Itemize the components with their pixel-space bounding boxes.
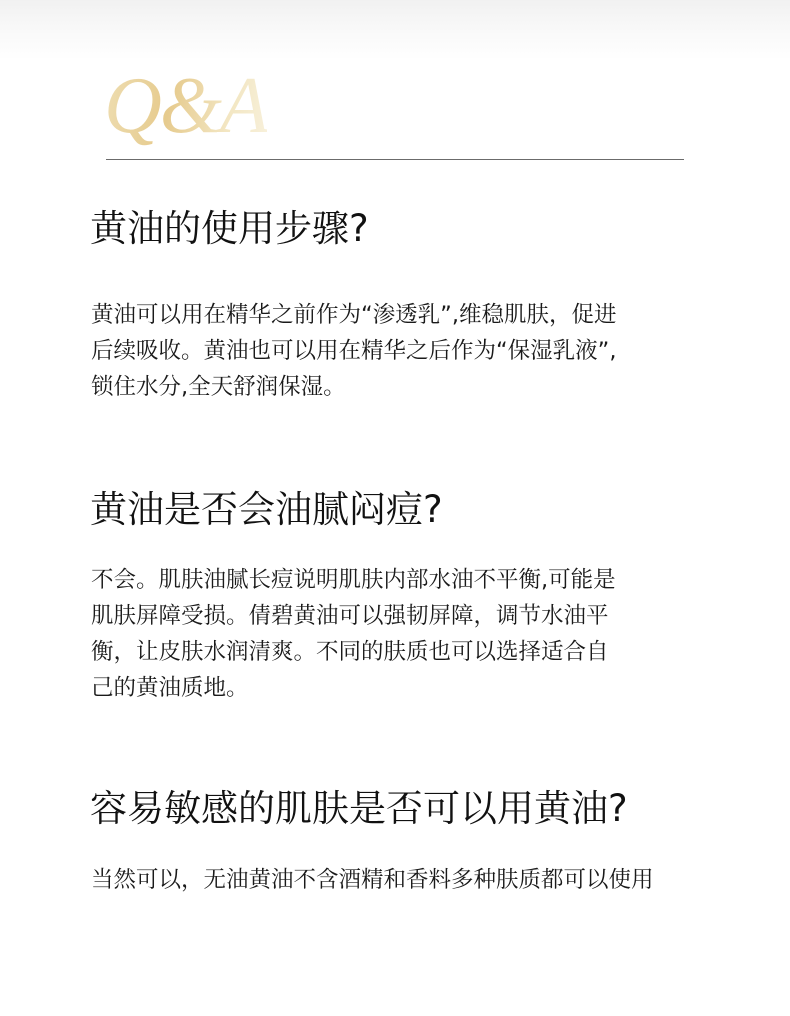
- answer-greasy-acne: [91, 562, 616, 706]
- answer-line: 黄油可以用在精华之前作为“渗透乳”,维稳肌肤，促进: [91, 302, 617, 328]
- answer-line: 后续吸收。黄油也可以用在精华之后作为“保湿乳液”,: [91, 338, 617, 364]
- question-usage-steps: 黄油的使用步骤?: [90, 207, 369, 250]
- answer-line: 锁住水分,全天舒润保湿。: [91, 374, 346, 400]
- qa-logo: Q&A: [104, 62, 267, 150]
- answer-line: 己的黄油质地。: [91, 675, 249, 701]
- answer-usage-steps: [91, 297, 616, 405]
- answer-sensitive-skin: [91, 862, 654, 898]
- answer-line: 不会。肌肤油腻长痘说明肌肤内部水油不平衡,可能是: [91, 567, 616, 593]
- answer-line: 当然可以，无油黄油不含酒精和香料多种肤质都可以使用: [91, 867, 654, 893]
- answer-line: 衡，让皮肤水润清爽。不同的肤质也可以选择适合自: [91, 639, 609, 665]
- question-greasy-acne: 黄油是否会油腻闷痘?: [90, 488, 443, 531]
- question-sensitive-skin: 容易敏感的肌肤是否可以用黄油?: [90, 787, 628, 830]
- top-gradient-band: [0, 0, 790, 60]
- answer-line: 肌肤屏障受损。倩碧黄油可以强韧屏障，调节水油平: [91, 603, 609, 629]
- header-divider: [106, 159, 684, 160]
